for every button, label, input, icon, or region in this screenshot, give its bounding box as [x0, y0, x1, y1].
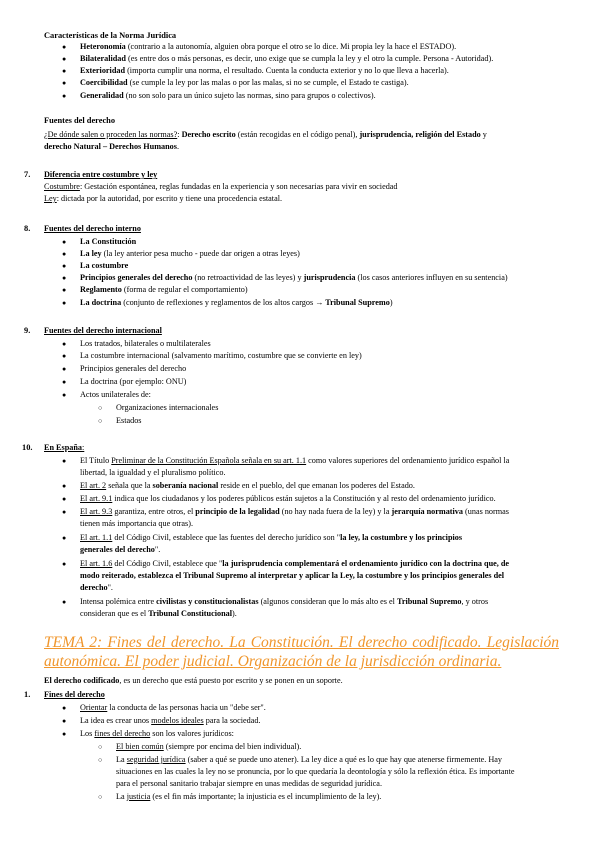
- bullet-icon: ●: [62, 598, 67, 606]
- bullet-icon: ●: [62, 299, 67, 307]
- section-number: 7.: [24, 170, 31, 179]
- paragraph-line: ¿De dónde salen o proceden las normas?: Derecho escrito (están recogidas en el código penal), jurisprudencia, religión del Estado y: [44, 130, 487, 139]
- bullet-icon: ●: [62, 534, 67, 542]
- list-item: Generalidad (no son solo para un único sujeto las normas, sino para grupos o colectivos).: [80, 91, 376, 100]
- bullet-icon: ●: [62, 391, 67, 399]
- list-item-continuation: modo reiterado, establezca el Tribunal Supremo al interpretar y aplicar la Ley, la costumbre y los principios generales del: [80, 571, 505, 580]
- list-item: Exterioridad (importa cumplir una norma, el resultado. Cuenta la conducta exterior y no lo que lleva a hacerla).: [80, 66, 449, 75]
- list-item: La justicia (es el fin más importante; la injusticia es el incumplimiento de la ley).: [116, 792, 382, 801]
- list-item: Los tratados, bilaterales o multilaterales: [80, 339, 211, 348]
- bullet-icon: ●: [62, 495, 67, 503]
- list-item: El art. 1.6 del Código Civil, establece que "la jurisprudencia complementará el ordenamiento jurídico con la doctrina que, de: [80, 559, 510, 568]
- circle-bullet-icon: ○: [98, 793, 103, 801]
- bullet-icon: ●: [62, 262, 67, 270]
- bullet-icon: ●: [62, 365, 67, 373]
- list-item: La costumbre internacional (salvamento marítimo, costumbre que se convierte en ley): [80, 351, 362, 360]
- list-item: El art. 2 señala que la soberanía nacional reside en el pueblo, del que emanan los poderes del Estado.: [80, 481, 415, 490]
- section-number: 8.: [24, 224, 31, 233]
- bullet-icon: ●: [62, 457, 67, 465]
- bullet-icon: ●: [62, 55, 67, 63]
- bullet-icon: ●: [62, 238, 67, 246]
- bullet-icon: ●: [62, 730, 67, 738]
- list-item: Principios generales del derecho: [80, 364, 187, 373]
- list-item: Intensa polémica entre civilistas y constitucionalistas (algunos consideran que lo más alto es el Tribunal Supremo, y otros: [80, 597, 489, 606]
- list-item: Estados: [116, 416, 142, 425]
- list-item: Principios generales del derecho (no retroactividad de las leyes) y jurisprudencia (los casos anteriores influyen en su sentencia): [80, 273, 508, 282]
- list-item-continuation: libertad, la igualdad y el pluralismo político.: [80, 468, 226, 477]
- list-item: El bien común (siempre por encima del bien individual).: [116, 742, 302, 751]
- list-item: Orientar la conducta de las personas hacia un "debe ser".: [80, 703, 266, 712]
- list-item-continuation: situaciones en las cuales la ley no se pronuncia, por lo que quedaría la deontología y sólo la reflexión ética. Es importante: [116, 767, 515, 776]
- section-heading: En España:: [44, 443, 85, 452]
- bullet-icon: ●: [62, 274, 67, 282]
- section-heading: Fuentes del derecho internacional: [44, 326, 162, 335]
- list-item: Reglamento (forma de regular el comportamiento): [80, 285, 248, 294]
- list-item: El Título Preliminar de la Constitución Española señala en su art. 1.1 como valores superiores del ordenamiento jurídico español la: [80, 456, 510, 465]
- bullet-icon: ●: [62, 43, 67, 51]
- list-item: La Constitución: [80, 237, 137, 246]
- bullet-icon: ●: [62, 717, 67, 725]
- bullet-icon: ●: [62, 560, 67, 568]
- tema-title: TEMA 2: Fines del derecho. La Constitución. El derecho codificado. Legislación autonómica. El poder judicial. Organización de la jurisdicción ordinaria.: [44, 634, 559, 670]
- paragraph-line: Costumbre: Gestación espontánea, reglas fundadas en la experiencia y son necesarias para vivir en sociedad: [44, 182, 398, 191]
- list-item-continuation: generales del derecho".: [80, 545, 161, 554]
- circle-bullet-icon: ○: [98, 743, 103, 751]
- bullet-icon: ●: [62, 340, 67, 348]
- circle-bullet-icon: ○: [98, 756, 103, 764]
- bullet-icon: ●: [62, 352, 67, 360]
- list-item: La idea es crear unos modelos ideales para la sociedad.: [80, 716, 261, 725]
- paragraph-line: El derecho codificado, es un derecho que está puesto por escrito y se ponen en un soporte.: [44, 676, 343, 685]
- paragraph-line: Ley: dictada por la autoridad, por escrito y tiene una procedencia estatal.: [44, 194, 283, 203]
- caracteristicas-heading: Características de la Norma Jurídica: [44, 31, 177, 40]
- bullet-icon: ●: [62, 482, 67, 490]
- list-item: Bilateralidad (es entre dos o más personas, es decir, uno exige que se cumpla la ley y el otro la cumple. Persona - Autoridad).: [80, 54, 494, 63]
- list-item: El art. 1.1 del Código Civil, establece que las fuentes del derecho jurídico son "la ley, la costumbre y los principios: [80, 533, 463, 542]
- bullet-icon: ●: [62, 704, 67, 712]
- list-item: El art. 9.1 indica que los ciudadanos y los poderes públicos están sujetos a la Constitución y al resto del ordenamiento jurídico.: [80, 494, 496, 503]
- list-item: La doctrina (por ejemplo: ONU): [80, 377, 187, 386]
- list-item: Heteronomía (contrario a la autonomía, alguien obra porque el otro se lo dice. Mi propia ley la hace el ESTADO).: [80, 42, 457, 51]
- section-number: 1.: [24, 690, 31, 699]
- list-item: El art. 9.3 garantiza, entre otros, el principio de la legalidad (no hay nada fuera de la ley) y la jerarquía normativa (unas normas: [80, 507, 509, 516]
- list-item: La doctrina (conjunto de reflexiones y reglamentos de los altos cargos → Tribunal Supremo): [80, 298, 393, 307]
- bullet-icon: ●: [62, 79, 67, 87]
- bullet-icon: ●: [62, 508, 67, 516]
- list-item: La seguridad jurídica (saber a qué se puede uno atener). La ley dice a qué es lo que hay que atenerse firmemente. Hay: [116, 755, 503, 764]
- list-item: Coercibilidad (se cumple la ley por las malas o por las malas, si no se cumple, el Estado te castiga).: [80, 78, 409, 87]
- section-number: 9.: [24, 326, 31, 335]
- list-item: La costumbre: [80, 261, 129, 270]
- circle-bullet-icon: ○: [98, 404, 103, 412]
- circle-bullet-icon: ○: [98, 417, 103, 425]
- list-item-continuation: tienen más importancia que otras).: [80, 519, 193, 528]
- list-item-continuation: derecho".: [80, 583, 113, 592]
- fuentes-heading: Fuentes del derecho: [44, 116, 116, 125]
- list-item: Los fines del derecho son los valores jurídicos:: [80, 729, 234, 738]
- section-heading: Fines del derecho: [44, 690, 105, 699]
- section-heading: Fuentes del derecho interno: [44, 224, 141, 233]
- list-item: La ley (la ley anterior pesa mucho - puede dar origen a otras leyes): [80, 249, 300, 258]
- list-item: Organizaciones internacionales: [116, 403, 219, 412]
- bullet-icon: ●: [62, 378, 67, 386]
- bullet-icon: ●: [62, 250, 67, 258]
- bullet-icon: ●: [62, 286, 67, 294]
- paragraph-line: derecho Natural – Derechos Humanos.: [44, 142, 180, 151]
- list-item-continuation: consideran que es el Tribunal Constitucional).: [80, 609, 237, 618]
- arrow-icon: →: [315, 298, 324, 307]
- section-heading: Diferencia entre costumbre y ley: [44, 170, 158, 179]
- bullet-icon: ●: [62, 67, 67, 75]
- list-item: Actos unilaterales de:: [80, 390, 151, 399]
- list-item-continuation: para el personal sanitario trabajar siempre en unas medidas de seguridad jurídica.: [116, 779, 382, 788]
- section-number: 10.: [22, 443, 33, 452]
- bullet-icon: ●: [62, 92, 67, 100]
